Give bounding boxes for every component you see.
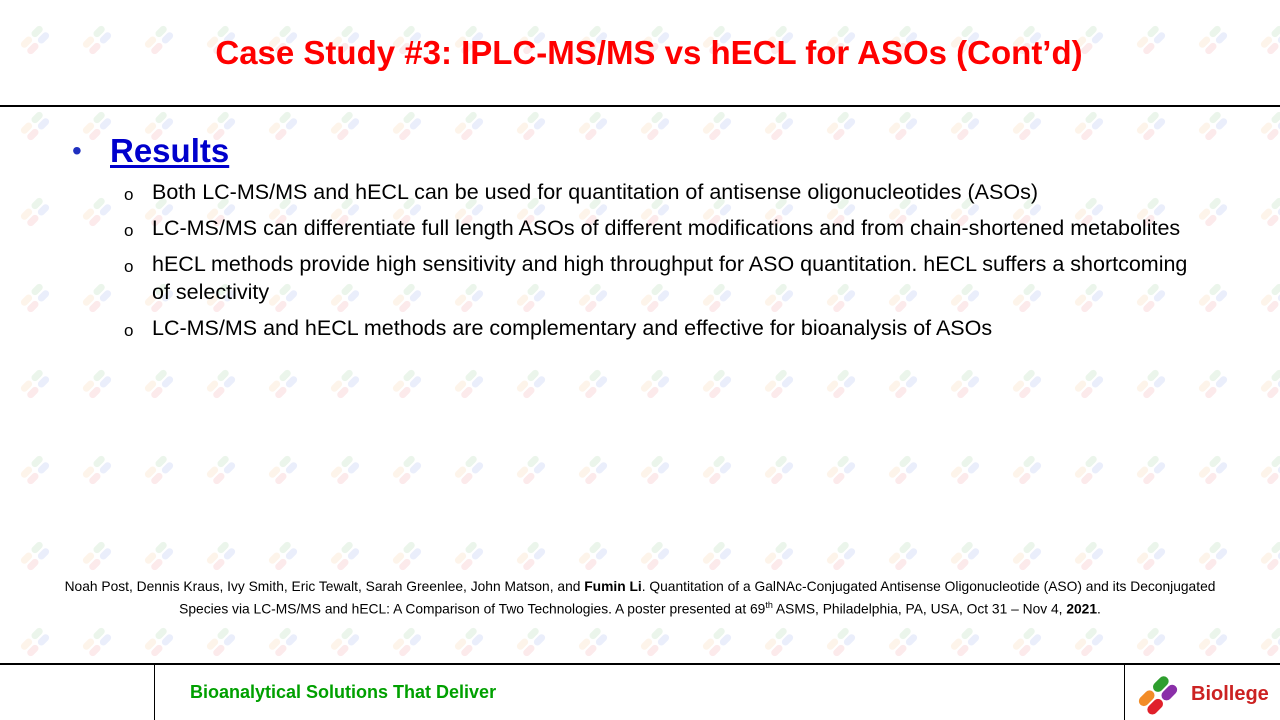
circle-bullet-icon: o [124,185,134,204]
brand-name: Biollege [1191,683,1269,705]
reference-authors: Noah Post, Dennis Kraus, Ivy Smith, Eric Tewalt, Sarah Greenlee, John Matson, and [64,579,585,594]
circle-bullet-icon: o [124,321,134,340]
footer-separator-right [1124,664,1125,720]
list-item [120,178,1195,206]
circle-bullet-icon: o [124,221,134,240]
circle-bullet-icon: o [124,257,134,276]
reference-text: . Quantitation of a GalNAc-Conjugated Antisense Oligonucleotide (ASO) and its Deconjugated Species via LC-MS/MS and hECL: A Comparison of Two Technologies. A poster presented at 69 [179,579,1216,617]
footer-divider [0,663,1280,665]
list-item-text: hECL methods provide high sensitivity and high throughput for ASO quantitation. hECL suffers a shortcoming of selectivity [152,252,1188,304]
reference-ordinal: th [765,600,773,610]
biollege-logo-icon [1132,668,1184,720]
title-divider [0,105,1280,107]
results-list [120,178,1195,350]
bullet-icon: • [72,135,82,166]
list-item-text: LC-MS/MS and hECL methods are complementary and effective for bioanalysis of ASOs [152,316,993,340]
results-label: Results [110,132,230,169]
reference-end: . [1097,601,1101,617]
reference-year: 2021 [1066,601,1098,617]
reference-venue: ASMS, Philadelphia, PA, USA, Oct 31 – Nov 4, [772,601,1067,617]
footer-tagline: Bioanalytical Solutions That Deliver [190,682,497,702]
list-item [120,250,1195,306]
results-heading [72,132,229,170]
reference-citation [40,577,1240,619]
list-item [120,214,1195,242]
slide-title: Case Study #3: IPLC-MS/MS vs hECL for ASOs (Cont’d) [215,34,1083,71]
list-item [120,314,1195,342]
footer-separator-left [154,664,155,720]
list-item-text: Both LC-MS/MS and hECL can be used for quantitation of antisense oligonucleotides (ASOs) [152,180,1038,204]
reference-bold-author: Fumin Li [584,579,642,594]
list-item-text: LC-MS/MS can differentiate full length ASOs of different modifications and from chain-shortened metabolites [152,216,1181,240]
